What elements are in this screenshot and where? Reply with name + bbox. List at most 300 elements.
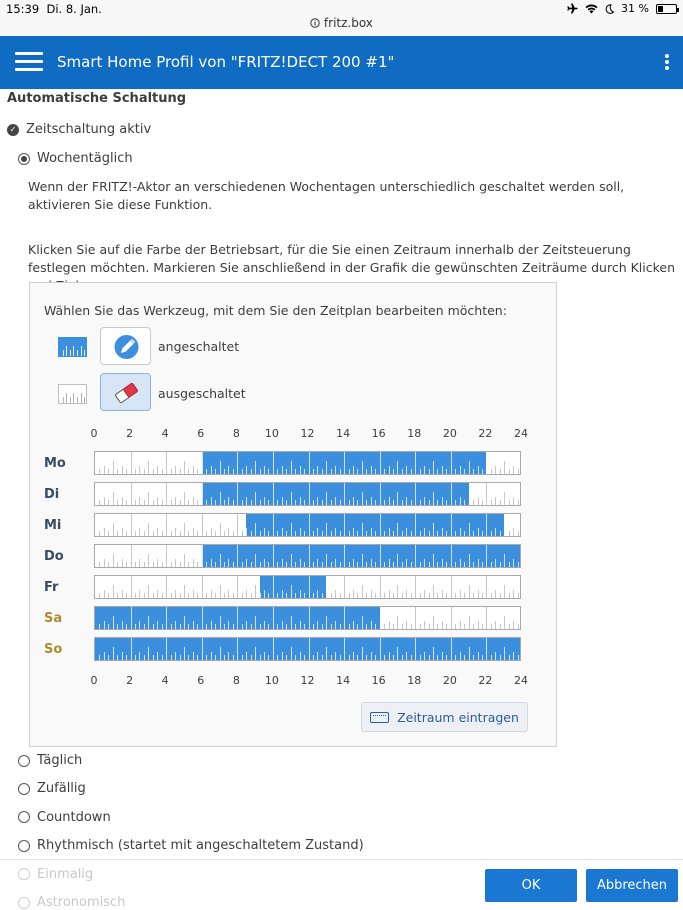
quarter-hour-tick (246, 497, 247, 505)
quarter-hour-tick (300, 497, 301, 505)
status-bar (0, 0, 683, 36)
pencil-tool-button[interactable] (100, 327, 151, 365)
quarter-hour-tick (331, 655, 332, 660)
quarter-hour-tick (446, 655, 447, 660)
quarter-hour-tick (500, 500, 501, 505)
quarter-hour-tick (104, 466, 105, 474)
quarter-hour-tick (442, 621, 443, 629)
quarter-hour-tick (366, 531, 367, 536)
quarter-hour-tick (228, 528, 229, 536)
quarter-hour-tick (286, 531, 287, 536)
quarter-hour-tick (402, 624, 403, 629)
quarter-hour-tick (171, 562, 172, 567)
quarter-hour-tick (108, 469, 109, 474)
quarter-hour-tick (331, 531, 332, 536)
quarter-hour-tick (295, 500, 296, 505)
quarter-hour-tick (357, 531, 358, 536)
quarter-hour-tick (309, 514, 310, 536)
radio-weekly-label: Wochentäglich (37, 151, 133, 166)
quarter-hour-tick (402, 655, 403, 660)
axis-bottom-tick-label: 22 (478, 674, 493, 687)
quarter-hour-tick (495, 590, 496, 598)
status-icons (566, 2, 677, 15)
eraser-icon (101, 374, 152, 412)
quarter-hour-tick (273, 452, 274, 474)
quarter-hour-tick (126, 562, 127, 567)
url-bar[interactable] (0, 16, 683, 30)
quarter-hour-tick (380, 452, 381, 474)
quarter-hour-tick (148, 647, 149, 660)
quarter-hour-tick (148, 492, 149, 505)
quarter-hour-tick (233, 624, 234, 629)
quarter-hour-tick (300, 528, 301, 536)
quarter-hour-tick (300, 559, 301, 567)
quarter-hour-tick (99, 469, 100, 474)
quarter-hour-tick (166, 545, 167, 567)
quarter-hour-tick (135, 469, 136, 474)
quarter-hour-tick (251, 593, 252, 598)
quarter-hour-tick (193, 652, 194, 660)
quarter-hour-tick (473, 655, 474, 660)
quarter-hour-tick (518, 531, 519, 536)
quarter-hour-tick (162, 624, 163, 629)
axis-bottom-tick-label: 6 (197, 674, 205, 687)
quarter-hour-tick (188, 593, 189, 598)
quarter-hour-tick (380, 483, 381, 505)
quarter-hour-tick (304, 624, 305, 629)
quarter-hour-tick (162, 469, 163, 474)
day-schedule-bar[interactable] (94, 513, 521, 537)
quarter-hour-tick (397, 523, 398, 536)
on-color-swatch[interactable] (58, 337, 87, 357)
quarter-hour-tick (309, 545, 310, 567)
quarter-hour-tick (184, 616, 185, 629)
quarter-hour-tick (317, 621, 318, 629)
quarter-hour-tick (255, 616, 256, 629)
quarter-hour-tick (415, 545, 416, 567)
quarter-hour-tick (518, 593, 519, 598)
quarter-hour-tick (309, 452, 310, 474)
quarter-hour-tick (108, 655, 109, 660)
quarter-hour-tick (362, 523, 363, 536)
quarter-hour-tick (322, 624, 323, 629)
quarter-hour-tick (242, 593, 243, 598)
quarter-hour-tick (255, 492, 256, 505)
quarter-hour-tick (162, 593, 163, 598)
quarter-hour-tick (393, 531, 394, 536)
quarter-hour-tick (242, 500, 243, 505)
quarter-hour-tick (464, 562, 465, 567)
quarter-hour-tick (251, 562, 252, 567)
quarter-hour-tick (478, 621, 479, 629)
day-label: Mo (44, 456, 66, 471)
quarter-hour-tick (424, 652, 425, 660)
description-paragraph: Wenn der FRITZ!-Aktor an verschiedenen Wochentagen unterschiedlich geschaltet werden soll, aktivieren Sie diese Funktion. (28, 179, 625, 212)
quarter-hour-tick (153, 593, 154, 598)
quarter-hour-tick (509, 531, 510, 536)
quarter-hour-tick (411, 469, 412, 474)
quarter-hour-tick (184, 585, 185, 598)
page-title: Smart Home Profil von "FRITZ!DECT 200 #1" (57, 53, 395, 71)
quarter-hour-tick (304, 469, 305, 474)
section-title: Automatische Schaltung (7, 91, 187, 106)
quarter-hour-tick (335, 497, 336, 505)
radio-weekly[interactable] (18, 151, 133, 166)
quarter-hour-tick (353, 652, 354, 660)
quarter-hour-tick (255, 523, 256, 536)
quarter-hour-tick (224, 624, 225, 629)
quarter-hour-tick (389, 497, 390, 505)
quarter-hour-tick (429, 655, 430, 660)
quarter-hour-tick (513, 528, 514, 536)
axis-bottom-tick-label: 0 (90, 674, 98, 687)
quarter-hour-tick (344, 607, 345, 629)
off-color-swatch[interactable] (58, 384, 87, 404)
quarter-hour-tick (113, 461, 114, 474)
quarter-hour-tick (322, 562, 323, 567)
quarter-hour-tick (144, 562, 145, 567)
quarter-hour-tick (224, 531, 225, 536)
quarter-hour-tick (504, 523, 505, 536)
quarter-hour-tick (139, 621, 140, 629)
quarter-hour-tick (402, 593, 403, 598)
axis-top-tick-label: 8 (232, 427, 240, 440)
quarter-hour-tick (202, 514, 203, 536)
quarter-hour-tick (384, 562, 385, 567)
quarter-hour-tick (326, 647, 327, 660)
quarter-hour-tick (291, 647, 292, 660)
checkbox-checked-icon[interactable]: ✓ (7, 124, 19, 136)
quarter-hour-tick (166, 607, 167, 629)
quarter-hour-tick (304, 655, 305, 660)
quarter-hour-tick (313, 593, 314, 598)
quarter-hour-tick (344, 576, 345, 598)
radio-unselected-icon[interactable] (18, 840, 30, 852)
quarter-hour-tick (478, 528, 479, 536)
quarter-hour-tick (344, 638, 345, 660)
quarter-hour-tick (406, 590, 407, 598)
day-schedule-bar[interactable] (94, 544, 521, 568)
quarter-hour-tick (451, 452, 452, 474)
quarter-hour-tick (153, 469, 154, 474)
quarter-hour-tick (424, 559, 425, 567)
tool-off-label: ausgeschaltet (158, 386, 246, 401)
day-schedule-bar[interactable] (94, 606, 521, 630)
quarter-hour-tick (402, 469, 403, 474)
enter-timespan-button[interactable] (361, 702, 528, 732)
status-time-date (6, 2, 102, 16)
quarter-hour-tick (251, 500, 252, 505)
quarter-hour-tick (433, 492, 434, 505)
eraser-tool-button[interactable] (100, 373, 151, 411)
quarter-hour-tick (162, 531, 163, 536)
quarter-hour-tick (171, 531, 172, 536)
quarter-hour-tick (433, 585, 434, 598)
quarter-hour-tick (469, 585, 470, 598)
quarter-hour-tick (144, 655, 145, 660)
quarter-hour-tick (304, 593, 305, 598)
quarter-hour-tick (518, 655, 519, 660)
quarter-hour-tick (473, 469, 474, 474)
quarter-hour-tick (220, 461, 221, 474)
quarter-hour-tick (215, 469, 216, 474)
quarter-hour-tick (251, 624, 252, 629)
quarter-hour-tick (389, 528, 390, 536)
axis-bottom-tick-label: 14 (336, 674, 351, 687)
quarter-hour-tick (469, 523, 470, 536)
quarter-hour-tick (255, 647, 256, 660)
quarter-hour-tick (469, 647, 470, 660)
quarter-hour-tick (304, 531, 305, 536)
quarter-hour-tick (411, 624, 412, 629)
quarter-hour-tick (366, 624, 367, 629)
quarter-hour-tick (491, 531, 492, 536)
quarter-hour-tick (104, 621, 105, 629)
quarter-hour-tick (313, 531, 314, 536)
quarter-hour-tick (246, 590, 247, 598)
quarter-hour-tick (135, 562, 136, 567)
quarter-hour-tick (313, 655, 314, 660)
axis-top-tick-label: 6 (197, 427, 205, 440)
quarter-hour-tick (175, 497, 176, 505)
quarter-hour-tick (206, 655, 207, 660)
quarter-hour-tick (513, 559, 514, 567)
swatch-tick (70, 397, 71, 403)
status-time: 15:39 (6, 2, 40, 16)
quarter-hour-tick (384, 469, 385, 474)
quarter-hour-tick (113, 523, 114, 536)
quarter-hour-tick (509, 562, 510, 567)
quarter-hour-tick (264, 466, 265, 474)
quarter-hour-tick (371, 590, 372, 598)
quarter-hour-tick (228, 621, 229, 629)
quarter-hour-tick (220, 616, 221, 629)
quarter-hour-tick (500, 562, 501, 567)
quarter-hour-tick (264, 621, 265, 629)
quarter-hour-tick (518, 500, 519, 505)
quarter-hour-tick (424, 621, 425, 629)
quarter-hour-tick (300, 621, 301, 629)
quarter-hour-tick (242, 655, 243, 660)
quarter-hour-tick (237, 545, 238, 567)
quarter-hour-tick (495, 466, 496, 474)
quarter-hour-tick (353, 466, 354, 474)
quarter-hour-tick (304, 562, 305, 567)
mode-radio-label: Countdown (37, 809, 111, 825)
quarter-hour-tick (349, 531, 350, 536)
quarter-hour-tick (193, 559, 194, 567)
quarter-hour-tick (264, 497, 265, 505)
quarter-hour-tick (175, 528, 176, 536)
quarter-hour-tick (317, 497, 318, 505)
swatch-tick (73, 393, 74, 403)
quarter-hour-tick (260, 500, 261, 505)
instruction-paragraph: Klicken Sie auf die Farbe der Betriebsart, für die Sie einen Zeitraum innerhalb der Zeitsteuerung festlegen möchten. Markieren Sie anschließend in der Grafik die gewünschten Zeiträume durch Klicken (28, 242, 676, 275)
quarter-hour-tick (309, 607, 310, 629)
more-options-icon[interactable] (665, 54, 669, 72)
quarter-hour-tick (166, 514, 167, 536)
cancel-button[interactable]: Abbrechen (586, 869, 678, 902)
quarter-hour-tick (260, 531, 261, 536)
quarter-hour-tick (460, 466, 461, 474)
swatch-tick (77, 397, 78, 403)
quarter-hour-tick (268, 531, 269, 536)
url-text: fritz.box (323, 16, 373, 30)
quarter-hour-tick (286, 469, 287, 474)
quarter-hour-tick (211, 497, 212, 505)
quarter-hour-tick (513, 497, 514, 505)
quarter-hour-tick (228, 497, 229, 505)
quarter-hour-tick (357, 500, 358, 505)
quarter-hour-tick (411, 593, 412, 598)
quarter-hour-tick (108, 593, 109, 598)
quarter-hour-tick (451, 483, 452, 505)
quarter-hour-tick (180, 531, 181, 536)
quarter-hour-tick (135, 500, 136, 505)
quarter-hour-tick (162, 655, 163, 660)
quarter-hour-tick (162, 500, 163, 505)
ok-button[interactable]: OK (485, 869, 577, 902)
on-period-segment[interactable] (260, 576, 327, 598)
quarter-hour-tick (335, 528, 336, 536)
day-schedule-bar[interactable] (94, 637, 521, 661)
quarter-hour-tick (349, 469, 350, 474)
quarter-hour-tick (442, 497, 443, 505)
quarter-hour-tick (357, 655, 358, 660)
radio-unselected-icon[interactable] (18, 755, 30, 767)
swatch-tick (63, 397, 64, 403)
quarter-hour-tick (495, 621, 496, 629)
quarter-hour-tick (340, 562, 341, 567)
quarter-hour-tick (188, 531, 189, 536)
quarter-hour-tick (402, 500, 403, 505)
quarter-hour-tick (291, 492, 292, 505)
keyboard-icon (370, 712, 389, 723)
radio-unselected-icon[interactable] (18, 783, 30, 795)
quarter-hour-tick (495, 528, 496, 536)
day-label: So (44, 642, 63, 657)
quarter-hour-tick (171, 469, 172, 474)
quarter-hour-tick (184, 492, 185, 505)
quarter-hour-tick (291, 616, 292, 629)
quarter-hour-tick (108, 500, 109, 505)
mode-radio-row[interactable] (18, 781, 86, 796)
quarter-hour-tick (228, 466, 229, 474)
quarter-hour-tick (224, 469, 225, 474)
quarter-hour-tick (273, 576, 274, 598)
schedule-active-checkbox-row[interactable] (7, 122, 151, 137)
quarter-hour-tick (473, 562, 474, 567)
quarter-hour-tick (122, 466, 123, 474)
quarter-hour-tick (509, 500, 510, 505)
quarter-hour-tick (104, 559, 105, 567)
quarter-hour-tick (113, 616, 114, 629)
quarter-hour-tick (99, 655, 100, 660)
quarter-hour-tick (455, 500, 456, 505)
quarter-hour-tick (220, 554, 221, 567)
quarter-hour-tick (375, 593, 376, 598)
quarter-hour-tick (104, 590, 105, 598)
quarter-hour-tick (460, 652, 461, 660)
quarter-hour-tick (455, 655, 456, 660)
quarter-hour-tick (437, 655, 438, 660)
quarter-hour-tick (171, 593, 172, 598)
quarter-hour-tick (353, 497, 354, 505)
schedule-editor-panel (29, 282, 557, 747)
quarter-hour-tick (504, 492, 505, 505)
mode-radio-row[interactable] (18, 810, 111, 825)
quarter-hour-tick (478, 590, 479, 598)
hamburger-menu-icon[interactable] (15, 52, 43, 72)
quarter-hour-tick (139, 466, 140, 474)
quarter-hour-tick (126, 500, 127, 505)
airplane-icon (566, 3, 578, 14)
quarter-hour-tick (206, 469, 207, 474)
quarter-hour-tick (326, 461, 327, 474)
quarter-hour-tick (331, 624, 332, 629)
quarter-hour-tick (157, 528, 158, 536)
quarter-hour-tick (420, 655, 421, 660)
quarter-hour-tick (233, 593, 234, 598)
mode-radio-row[interactable] (18, 753, 82, 768)
quarter-hour-tick (504, 585, 505, 598)
quarter-hour-tick (469, 554, 470, 567)
quarter-hour-tick (215, 500, 216, 505)
quarter-hour-tick (211, 590, 212, 598)
quarter-hour-tick (139, 559, 140, 567)
quarter-hour-tick (326, 585, 327, 598)
wifi-icon (585, 4, 598, 14)
quarter-hour-tick (157, 559, 158, 567)
quarter-hour-tick (366, 469, 367, 474)
quarter-hour-tick (420, 469, 421, 474)
quarter-hour-tick (202, 452, 203, 474)
radio-unselected-icon[interactable] (18, 811, 30, 823)
enter-timespan-label: Zeitraum eintragen (397, 709, 519, 725)
quarter-hour-tick (246, 621, 247, 629)
quarter-hour-tick (429, 562, 430, 567)
quarter-hour-tick (389, 466, 390, 474)
quarter-hour-tick (237, 452, 238, 474)
quarter-hour-tick (451, 607, 452, 629)
day-schedule-bar[interactable] (94, 482, 521, 506)
quarter-hour-tick (233, 655, 234, 660)
quarter-hour-tick (473, 531, 474, 536)
quarter-hour-tick (153, 500, 154, 505)
radio-selected-icon[interactable] (18, 153, 30, 165)
day-schedule-bar[interactable] (94, 575, 521, 599)
quarter-hour-tick (224, 655, 225, 660)
quarter-hour-tick (384, 593, 385, 598)
quarter-hour-tick (406, 497, 407, 505)
quarter-hour-tick (135, 655, 136, 660)
quarter-hour-tick (495, 652, 496, 660)
quarter-hour-tick (389, 621, 390, 629)
quarter-hour-tick (260, 655, 261, 660)
quarter-hour-tick (340, 469, 341, 474)
app-bar (0, 36, 683, 89)
quarter-hour-tick (157, 497, 158, 505)
quarter-hour-tick (139, 497, 140, 505)
quarter-hour-tick (117, 624, 118, 629)
day-schedule-bar[interactable] (94, 451, 521, 475)
quarter-hour-tick (126, 469, 127, 474)
quarter-hour-tick (357, 593, 358, 598)
quarter-hour-tick (393, 500, 394, 505)
quarter-hour-tick (211, 466, 212, 474)
quarter-hour-tick (420, 624, 421, 629)
mode-radio-row[interactable] (18, 838, 364, 853)
